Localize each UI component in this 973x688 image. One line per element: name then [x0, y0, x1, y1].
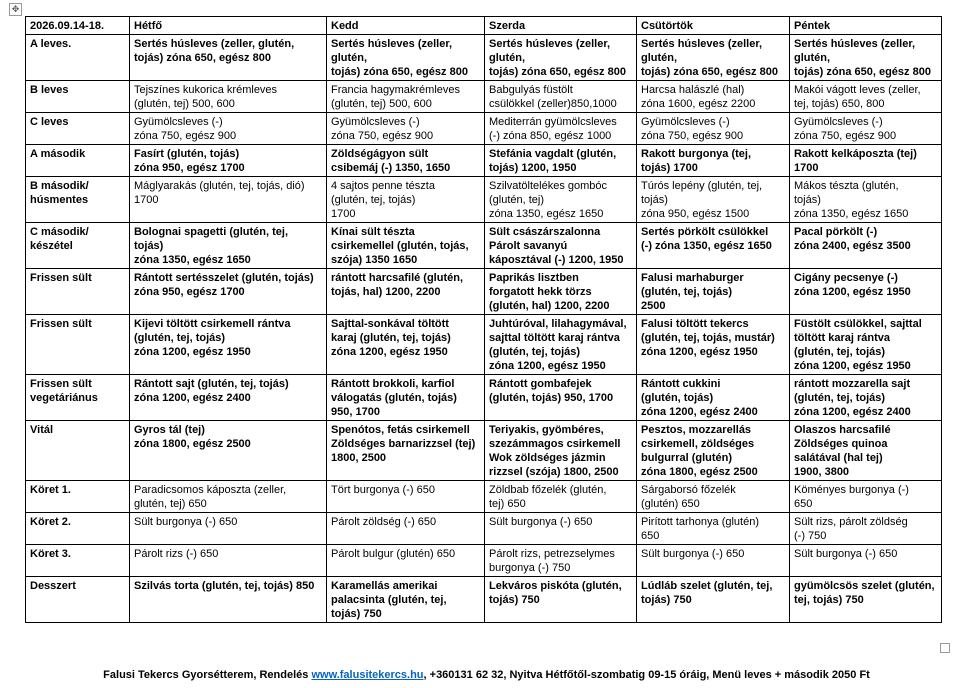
- menu-cell: [637, 35, 790, 81]
- menu-line: tej, tojás) 750: [794, 594, 864, 606]
- menu-line: karaj (glutén, tej, tojás): [331, 332, 451, 344]
- row-label: B második/ húsmentes: [26, 177, 130, 223]
- menu-line: 650: [641, 530, 660, 542]
- menu-line: Falusi marhaburger: [641, 272, 744, 284]
- menu-cell: [485, 375, 637, 421]
- menu-cell: [790, 223, 942, 269]
- table-row: [26, 513, 942, 545]
- menu-line: Sertés húsleves (zeller, glutén,: [489, 38, 611, 64]
- menu-line: Gyros tál (tej): [134, 424, 205, 436]
- menu-cell: [637, 223, 790, 269]
- table-resize-handle-icon[interactable]: [940, 643, 950, 653]
- menu-line: Gyümölcsleves (-): [641, 116, 730, 128]
- menu-line: Sertés húsleves (zeller, glutén,: [134, 38, 295, 50]
- row-label: Frissen sült: [26, 269, 130, 315]
- menu-line: zóna 750, egész 900: [331, 130, 434, 142]
- menu-line: Rántott sajt (glutén, tej, tojás): [134, 378, 289, 390]
- menu-line: tojás) 1200, 1950: [489, 162, 577, 174]
- menu-line: Sült burgonya (-) 650: [134, 516, 238, 528]
- menu-line: (glutén, tej): [489, 194, 545, 206]
- menu-line: (glutén, tej) 500, 600: [331, 98, 432, 110]
- menu-line: zóna 1350, egész 1650: [134, 254, 251, 266]
- menu-line: Paradicsomos káposzta (zeller,: [134, 484, 287, 496]
- menu-cell: [637, 269, 790, 315]
- menu-cell: [790, 545, 942, 577]
- menu-line: Gyümölcsleves (-): [331, 116, 420, 128]
- menu-line: töltött karaj rántva: [794, 332, 890, 344]
- menu-line: Zöldségágyon sült: [331, 148, 429, 160]
- menu-line: Sült rizs, párolt zöldség: [794, 516, 908, 528]
- row-label: Köret 1.: [26, 481, 130, 513]
- menu-cell: [130, 577, 327, 623]
- menu-line: Tejszínes kukorica krémleves: [134, 84, 278, 96]
- row-label: A leves.: [26, 35, 130, 81]
- row-label: Desszert: [26, 577, 130, 623]
- menu-line: Cigány pecsenye (-): [794, 272, 898, 284]
- menu-cell: [327, 35, 485, 81]
- menu-line: Kínai sült tészta: [331, 226, 415, 238]
- menu-line: zóna 1200, egész 1950: [641, 346, 758, 358]
- menu-line: Juhtúróval, lilahagymával,: [489, 318, 627, 330]
- menu-line: Szilvás torta (glutén, tej, tojás) 850: [134, 580, 315, 592]
- menu-cell: [637, 315, 790, 375]
- menu-line: (glutén, hal) 1200, 2200: [489, 300, 610, 312]
- menu-cell: [485, 113, 637, 145]
- menu-line: csirkemellel (glutén, tojás,: [331, 240, 469, 252]
- menu-cell: [790, 269, 942, 315]
- menu-line: Párolt rizs (-) 650: [134, 548, 219, 560]
- menu-cell: [130, 269, 327, 315]
- menu-line: (glutén, tej, tojás, mustár): [641, 332, 775, 344]
- menu-cell: [485, 481, 637, 513]
- menu-line: (glutén, tej, tojás): [489, 346, 581, 358]
- menu-line: zóna 1200, egész 2400: [794, 406, 911, 418]
- menu-line: Olaszos harcsafilé: [794, 424, 891, 436]
- menu-line: 650: [794, 498, 813, 510]
- website-link[interactable]: www.falusitekercs.hu: [311, 669, 424, 681]
- menu-cell: [327, 481, 485, 513]
- menu-line: Rakott kelkáposzta (tej): [794, 148, 917, 160]
- row-label: Köret 3.: [26, 545, 130, 577]
- menu-line: Spenótos, fetás csirkemell: [331, 424, 470, 436]
- menu-line: palacsinta (glutén, tej,: [331, 594, 447, 606]
- menu-line: zóna 950, egész 1700: [134, 162, 245, 174]
- menu-line: zóna 1200, egész 1950: [331, 346, 448, 358]
- menu-line: Sertés pörkölt csülökkel: [641, 226, 769, 238]
- menu-cell: [327, 577, 485, 623]
- menu-line: zóna 1350, egész 1650: [794, 208, 909, 220]
- menu-line: Sült burgonya (-) 650: [641, 548, 745, 560]
- menu-line: Zöldséges quinoa: [794, 438, 888, 450]
- menu-line: zóna 750, egész 900: [641, 130, 744, 142]
- header-row: [26, 17, 942, 35]
- menu-line: (-) zóna 1350, egész 1650: [641, 240, 772, 252]
- menu-line: Párolt zöldség (-) 650: [331, 516, 437, 528]
- menu-cell: [637, 375, 790, 421]
- row-label: A második: [26, 145, 130, 177]
- menu-line: Sült császárszalonna: [489, 226, 601, 238]
- menu-line: zóna 750, egész 900: [794, 130, 897, 142]
- menu-line: Francia hagymakrémleves: [331, 84, 460, 96]
- menu-cell: [327, 113, 485, 145]
- menu-line: csirkemell, zöldséges: [641, 438, 755, 450]
- menu-cell: [130, 223, 327, 269]
- menu-line: tojás) zóna 650, egész 800: [489, 66, 626, 78]
- menu-cell: [130, 481, 327, 513]
- menu-line: Lekváros piskóta (glutén,: [489, 580, 622, 592]
- menu-line: (glutén, tojás): [641, 392, 714, 404]
- menu-line: Stefánia vagdalt (glutén,: [489, 148, 617, 160]
- menu-line: Zöldbab főzelék (glutén,: [489, 484, 607, 496]
- menu-line: glutén, tej) 650: [134, 498, 207, 510]
- menu-cell: [327, 145, 485, 177]
- menu-line: válogatás (glutén, tojás): [331, 392, 457, 404]
- menu-line: Köményes burgonya (-): [794, 484, 909, 496]
- menu-cell: [637, 577, 790, 623]
- menu-cell: [485, 35, 637, 81]
- menu-line: zóna 1800, egész 2500: [134, 438, 251, 450]
- menu-cell: [790, 81, 942, 113]
- menu-line: tej) 650: [489, 498, 526, 510]
- header-day: Szerda: [485, 17, 637, 35]
- menu-cell: [790, 375, 942, 421]
- menu-line: zóna 1600, egész 2200: [641, 98, 756, 110]
- menu-cell: [327, 223, 485, 269]
- menu-line: zóna 2400, egész 3500: [794, 240, 911, 252]
- menu-line: 950, 1700: [331, 406, 380, 418]
- menu-line: zóna 950, egész 1700: [134, 286, 245, 298]
- menu-cell: [130, 145, 327, 177]
- menu-line: Sertés húsleves (zeller, glutén,: [331, 38, 453, 64]
- menu-line: (-) 750: [794, 530, 827, 542]
- menu-line: Wok zöldséges jázmin: [489, 452, 606, 464]
- menu-line: Rántott gombafejek: [489, 378, 592, 390]
- menu-line: Paprikás lisztben: [489, 272, 579, 284]
- menu-line: zóna 1800, egész 2500: [641, 466, 758, 478]
- menu-line: tojás) 1700: [641, 162, 698, 174]
- menu-line: 1700: [134, 194, 159, 206]
- menu-line: zóna 1200, egész 1950: [134, 346, 251, 358]
- row-label: Frissen sült vegetáriánus: [26, 375, 130, 421]
- menu-cell: [637, 177, 790, 223]
- header-day: Hétfő: [130, 17, 327, 35]
- menu-line: káposztával (-) 1200, 1950: [489, 254, 624, 266]
- menu-line: Makói vágott leves (zeller,: [794, 84, 921, 96]
- menu-line: Sajttal-sonkával töltött: [331, 318, 449, 330]
- menu-line: Falusi töltött tekercs: [641, 318, 749, 330]
- menu-line: Sárgaborsó főzelék: [641, 484, 736, 496]
- menu-line: Máglyarakás (glutén, tej, tojás, dió): [134, 180, 305, 192]
- table-row: [26, 545, 942, 577]
- menu-line: Rakott burgonya (tej,: [641, 148, 752, 160]
- menu-line: (glutén) 650: [641, 498, 700, 510]
- menu-line: burgonya (-) 750: [489, 562, 571, 574]
- menu-line: Párolt rizs, petrezselymes: [489, 548, 615, 560]
- row-label: B leves: [26, 81, 130, 113]
- header-day: Csütörtök: [637, 17, 790, 35]
- menu-cell: [485, 145, 637, 177]
- menu-line: szezámmagos csirkemell: [489, 438, 621, 450]
- table-row: [26, 315, 942, 375]
- menu-cell: [485, 545, 637, 577]
- header-date: 2026.09.14-18.: [26, 17, 130, 35]
- menu-cell: [130, 81, 327, 113]
- menu-line: Sertés húsleves (zeller, glutén,: [641, 38, 763, 64]
- menu-line: (glutén, tojás) 950, 1700: [489, 392, 614, 404]
- menu-line: (glutén, tej, tojás): [331, 194, 416, 206]
- header-day: Péntek: [790, 17, 942, 35]
- menu-line: csibemáj (-) 1350, 1650: [331, 162, 451, 174]
- menu-line: (glutén, tej, tojás): [794, 392, 886, 404]
- menu-cell: [485, 223, 637, 269]
- menu-cell: [637, 545, 790, 577]
- menu-line: Mediterrán gyümölcsleves: [489, 116, 617, 128]
- menu-line: csülökkel (zeller)850,1000: [489, 98, 617, 110]
- menu-line: tojás) zóna 650, egész 800: [794, 66, 931, 78]
- menu-line: zóna 1200, egész 2400: [134, 392, 251, 404]
- menu-line: tej, tojás) 650, 800: [794, 98, 885, 110]
- menu-line: tojás) 750: [641, 594, 692, 606]
- menu-cell: [485, 177, 637, 223]
- menu-cell: [485, 421, 637, 481]
- menu-cell: [485, 315, 637, 375]
- menu-line: Párolt savanyú: [489, 240, 568, 252]
- menu-cell: [327, 177, 485, 223]
- menu-line: Pacal pörkölt (-): [794, 226, 878, 238]
- menu-line: Pesztos, mozzarellás: [641, 424, 752, 436]
- menu-cell: [790, 577, 942, 623]
- weekly-menu-table: [25, 16, 942, 623]
- header-day: Kedd: [327, 17, 485, 35]
- menu-cell: [130, 421, 327, 481]
- menu-line: tojás) zóna 650, egész 800: [641, 66, 778, 78]
- menu-cell: [637, 481, 790, 513]
- menu-cell: [485, 577, 637, 623]
- menu-line: tojás): [134, 240, 164, 252]
- menu-line: (glutén, tej) 500, 600: [134, 98, 235, 110]
- table-row: [26, 177, 942, 223]
- menu-line: 1700: [331, 208, 356, 220]
- menu-cell: [790, 315, 942, 375]
- table-row: [26, 421, 942, 481]
- menu-line: tojás): [794, 194, 821, 206]
- menu-cell: [130, 375, 327, 421]
- menu-cell: [485, 269, 637, 315]
- table-row: [26, 81, 942, 113]
- menu-line: zóna 1350, egész 1650: [489, 208, 604, 220]
- menu-line: Rántott brokkoli, karfiol: [331, 378, 455, 390]
- menu-line: bulgurral (glutén): [641, 452, 733, 464]
- menu-cell: [637, 81, 790, 113]
- menu-line: 2500: [641, 300, 666, 312]
- table-row: [26, 223, 942, 269]
- menu-cell: [790, 177, 942, 223]
- menu-line: Szilvatöltelékes gombóc: [489, 180, 608, 192]
- menu-cell: [327, 513, 485, 545]
- menu-line: Rántott cukkini: [641, 378, 721, 390]
- menu-line: zóna 1200, egész 1950: [794, 360, 911, 372]
- menu-cell: [790, 481, 942, 513]
- menu-line: zóna 1200, egész 2400: [641, 406, 758, 418]
- row-label: Vitál: [26, 421, 130, 481]
- menu-cell: [637, 113, 790, 145]
- menu-line: zóna 750, egész 900: [134, 130, 237, 142]
- menu-line: Tört burgonya (-) 650: [331, 484, 435, 496]
- menu-line: (-) zóna 850, egész 1000: [489, 130, 612, 142]
- menu-line: Bolognai spagetti (glutén, tej,: [134, 226, 288, 238]
- menu-line: rántott harcsafilé (glutén,: [331, 272, 464, 284]
- footer-text-before: Falusi Tekercs Gyorsétterem, Rendelés: [103, 669, 312, 681]
- menu-cell: [637, 421, 790, 481]
- menu-line: gyümölcsös szelet (glutén,: [794, 580, 935, 592]
- menu-line: rizzsel (szója) 1800, 2500: [489, 466, 619, 478]
- table-row: [26, 35, 942, 81]
- menu-line: szója) 1350 1650: [331, 254, 418, 266]
- menu-line: (glutén, tej, tojás): [794, 346, 886, 358]
- menu-line: Harcsa halászlé (hal): [641, 84, 745, 96]
- menu-line: tojás) zóna 650, egész 800: [134, 52, 271, 64]
- menu-line: zóna 1200, egész 1950: [794, 286, 911, 298]
- menu-line: (glutén, tej, tojás): [134, 332, 226, 344]
- menu-cell: [130, 177, 327, 223]
- menu-cell: [327, 421, 485, 481]
- menu-line: Gyümölcsleves (-): [134, 116, 223, 128]
- menu-line: Gyümölcsleves (-): [794, 116, 883, 128]
- menu-line: rántott mozzarella sajt: [794, 378, 911, 390]
- menu-cell: [790, 513, 942, 545]
- menu-line: Sült burgonya (-) 650: [794, 548, 898, 560]
- menu-cell: [130, 315, 327, 375]
- menu-line: Füstölt csülökkel, sajttal: [794, 318, 922, 330]
- table-row: [26, 145, 942, 177]
- menu-line: tojás) zóna 650, egész 800: [331, 66, 468, 78]
- menu-cell: [130, 545, 327, 577]
- table-row: [26, 481, 942, 513]
- menu-cell: [327, 81, 485, 113]
- menu-cell: [130, 113, 327, 145]
- menu-body: [26, 35, 942, 623]
- menu-line: forgatott hekk törzs: [489, 286, 592, 298]
- menu-cell: [485, 513, 637, 545]
- menu-cell: [790, 113, 942, 145]
- menu-line: Sertés húsleves (zeller, glutén,: [794, 38, 916, 64]
- menu-line: 4 sajtos penne tészta: [331, 180, 435, 192]
- menu-line: (glutén, tej, tojás): [641, 286, 733, 298]
- menu-line: Kijevi töltött csirkemell rántva: [134, 318, 291, 330]
- menu-cell: [790, 421, 942, 481]
- table-row: [26, 577, 942, 623]
- menu-cell: [637, 513, 790, 545]
- menu-line: zóna 1200, egész 1950: [489, 360, 606, 372]
- menu-line: Lúdláb szelet (glutén, tej,: [641, 580, 773, 592]
- menu-cell: [790, 145, 942, 177]
- row-label: Köret 2.: [26, 513, 130, 545]
- menu-line: Fasírt (glutén, tojás): [134, 148, 240, 160]
- menu-cell: [327, 269, 485, 315]
- menu-line: zóna 950, egész 1500: [641, 208, 750, 220]
- row-label: Frissen sült: [26, 315, 130, 375]
- menu-line: 1800, 2500: [331, 452, 387, 464]
- menu-cell: [130, 35, 327, 81]
- menu-line: Pirított tarhonya (glutén): [641, 516, 760, 528]
- table-row: [26, 375, 942, 421]
- footer: [0, 669, 973, 681]
- table-move-handle-icon[interactable]: ✥: [9, 3, 22, 16]
- menu-line: tojás) 750: [331, 608, 382, 620]
- menu-line: tojás) 750: [489, 594, 540, 606]
- footer-text-after: , +360131 62 32, Nyitva Hétfőtől-szombatig 09-15 óráig, Menü leves + második 2050 Ft: [423, 669, 870, 681]
- menu-line: Babgulyás füstölt: [489, 84, 573, 96]
- menu-line: Teriyakis, gyömbéres,: [489, 424, 604, 436]
- menu-cell: [130, 513, 327, 545]
- menu-line: tojás): [641, 194, 668, 206]
- table-row: [26, 113, 942, 145]
- menu-cell: [790, 35, 942, 81]
- menu-line: Zöldséges barnarizzsel (tej): [331, 438, 476, 450]
- menu-line: Túrós lepény (glutén, tej,: [641, 180, 763, 192]
- menu-line: Mákos tészta (glutén,: [794, 180, 899, 192]
- menu-cell: [485, 81, 637, 113]
- menu-cell: [327, 545, 485, 577]
- menu-line: Sült burgonya (-) 650: [489, 516, 593, 528]
- menu-line: sajttal töltött karaj rántva: [489, 332, 620, 344]
- row-label: C második/ készétel: [26, 223, 130, 269]
- table-row: [26, 269, 942, 315]
- menu-line: Karamellás amerikai: [331, 580, 438, 592]
- menu-line: salátával (hal tej): [794, 452, 883, 464]
- menu-cell: [637, 145, 790, 177]
- menu-cell: [327, 375, 485, 421]
- menu-line: 1700: [794, 162, 819, 174]
- menu-line: Párolt bulgur (glutén) 650: [331, 548, 456, 560]
- row-label: C leves: [26, 113, 130, 145]
- menu-line: Rántott sertésszelet (glutén, tojás): [134, 272, 314, 284]
- menu-line: tojás, hal) 1200, 2200: [331, 286, 441, 298]
- menu-cell: [327, 315, 485, 375]
- menu-line: 1900, 3800: [794, 466, 850, 478]
